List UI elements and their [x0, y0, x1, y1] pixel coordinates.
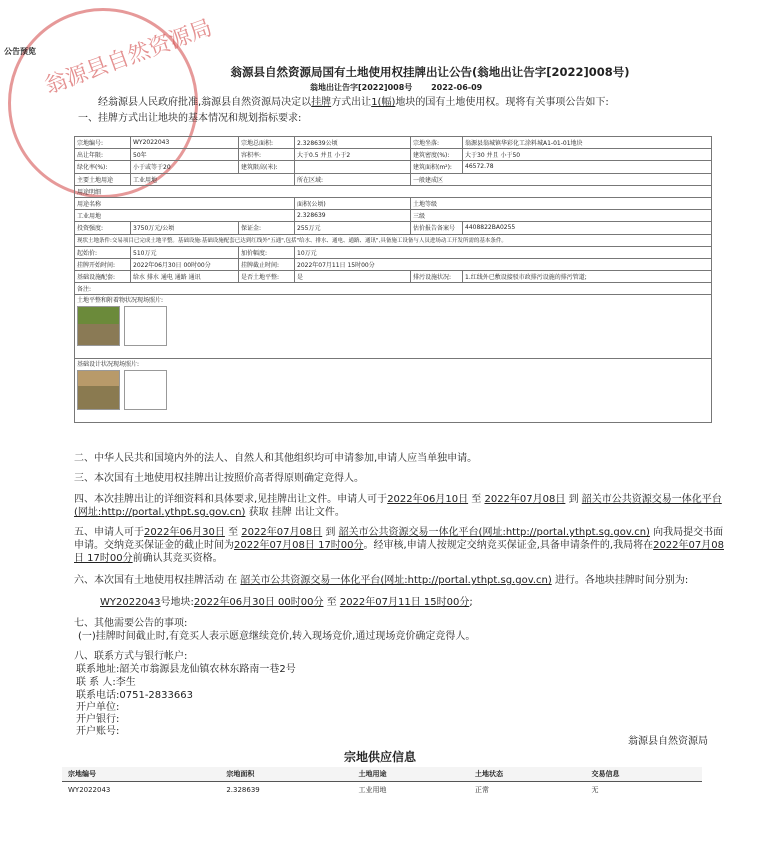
section-6-schedule: WY2022043号地块:2022年06月30日 00时00分 至 2022年07月11日 15时00分;: [100, 597, 473, 608]
table-row: WY2022043 2.328639 工业用地 正常 无: [68, 786, 599, 794]
signature: 翁源县自然资源局: [628, 736, 708, 747]
account-unit: 开户单位:: [76, 702, 120, 713]
section-1-heading: 一、挂牌方式出让地块的基本情况和规划指标要求:: [78, 113, 302, 124]
section-7-item: (一)挂牌时间截止时,有竞买人表示愿意继续竞价,转入现场竞价,通过现场竞价确定竞得人。: [78, 631, 476, 642]
supply-table: 宗地编号 宗地面积 土地用途 土地状态 交易信息 WY2022043 2.328639 工业用地 正常 无: [62, 767, 702, 798]
contact-person: 联 系 人:李生: [76, 677, 136, 688]
section-4: 四、本次挂牌出让的详细资料和具体要求,见挂牌出让文件。申请人可于2022年06月10日 至 2022年07月08日 到 韶关市公共资源交易一体化平台(网址:http://portal.ythpt.sg.gov.cn) 获取 挂牌 出让文件。: [74, 494, 722, 518]
seal-text: 翁源县自然资源局: [41, 15, 216, 100]
infrastructure-photo-empty: [124, 370, 167, 410]
intro: 经翁源县人民政府批准,翁源县自然资源局决定以挂牌方式出让1(幅)地块的国有土地使用权。现将有关事项公告如下:: [98, 97, 609, 108]
section-5: 五、申请人可于2022年06月30日 至 2022年07月08日 到 韶关市公共资源交易一体化平台(网址:http://portal.ythpt.sg.gov.cn) 向我局提交书面申请。交纳竞买保证金的截止时间为2022年07月08日 17时00分。经审核,申请人按规定交纳竞买保证金,具备申请条件的,我局将在2022年07月08日 17时00分前确认其竞买资格。: [74, 527, 724, 564]
publish-date: 2022-06-09: [431, 83, 483, 92]
supply-title: 宗地供应信息: [343, 750, 416, 764]
contact-phone: 联系电话:0751-2833663: [76, 690, 193, 701]
section-7: 七、其他需要公告的事项:: [74, 618, 188, 629]
account-number: 开户账号:: [76, 726, 120, 737]
parcel-table: 宗地编号: WY2022043 宗地总面积: 2.328639公顷 宗地坐落: 翁源县翁城镇华彩化工涂料城A1-01-01地块 出让年限: 50年 容积率: 大于0.5 并且 小于2 建筑密度(%): 大于30 并且 小于50 绿化率(%): 小于或等于20 建筑限高(米): 建筑面积(m²): 46572.78 主要土地用途 工业用地 所在区域: 一般建成区 用途明细 用途名称 面积(公顷) 土地等级 工业用地 2.328639 三级 投资强度: 3750万元/公顷 保证金: 255万元 估价报告备案号 4408822BA0255 现状土地条件:交易项目已完成土地平整。基础设施:基础设施配套已达到红线外"五通",包括"给水、排水、通电、通路、通讯",具备施工设备与人员进场动工开发所需的基本条件。 起始价: 510万元 加价幅度: 10万元 挂牌开始时间: 2022年06月30日 00时00分 挂牌截止时间: 2022年07月11日 15时00分 基础设施配套: 给水 排水 通电 通路 通讯 是否土地平整: 是 排污设施状况: 1.红线外已敷设接驳市政排污设施的排污管道; 备注: 土地平整和附着物状况现场照片: 基础设计状况现场照片:: [74, 136, 712, 423]
page-title: 翁源县自然资源局国有土地使用权挂牌出让公告(翁地出让告字[2022]008号): [230, 65, 630, 79]
site-photo[interactable]: [77, 306, 120, 346]
ref-number: 翁地出让告字[2022]008号: [310, 83, 413, 92]
infrastructure-photo[interactable]: [77, 370, 120, 410]
section-2: 二、中华人民共和国境内外的法人、自然人和其他组织均可申请参加,申请人应当单独申请。: [74, 453, 478, 464]
section-8: 八、联系方式与银行帐户:: [74, 651, 188, 662]
site-photo-empty: [124, 306, 167, 346]
account-bank: 开户银行:: [76, 714, 120, 725]
section-6: 六、本次国有土地使用权挂牌活动 在 韶关市公共资源交易一体化平台(网址:http://portal.ythpt.sg.gov.cn) 进行。各地块挂牌时间分别为:: [74, 575, 689, 586]
section-3: 三、本次国有土地使用权挂牌出让按照价高者得原则确定竞得人。: [74, 473, 364, 484]
preview-label: 公告预览: [4, 47, 36, 56]
subheader: [310, 82, 498, 93]
contact-address: 联系地址:韶关市翁源县龙仙镇农林东路南一巷2号: [76, 664, 296, 675]
